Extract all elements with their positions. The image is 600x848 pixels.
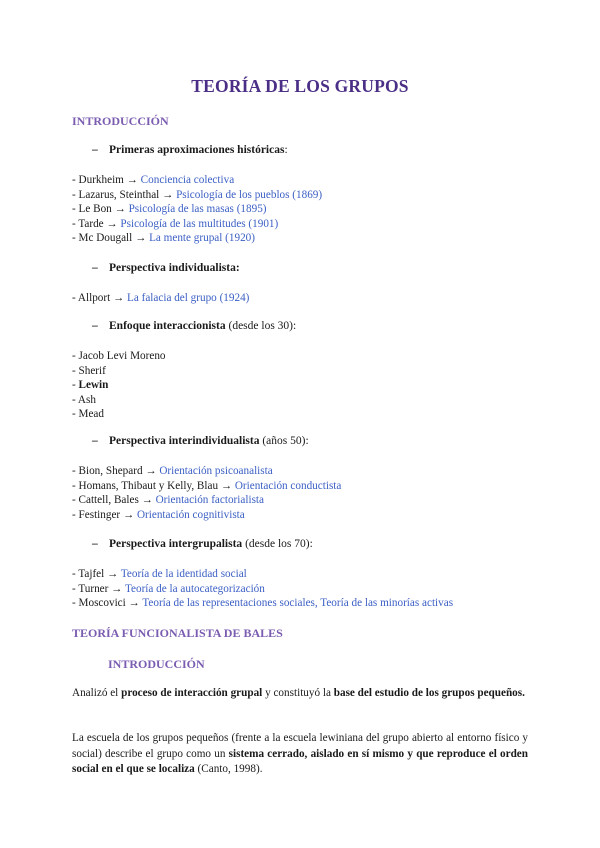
bullet-heading-bold: Perspectiva interindividualista [109, 435, 260, 447]
list-item-author: - Moscovici → [72, 597, 143, 610]
list-item-concept: Conciencia colectiva [140, 174, 235, 186]
bullet-heading-bold: Primeras aproximaciones históricas [109, 144, 285, 156]
paragraph-text: Analizó el [72, 687, 122, 699]
subsection-heading-introduccion: INTRODUCCIÓN [108, 657, 205, 671]
list-item-author: - Allport → [72, 292, 128, 304]
paragraph-bold: sistema cerrado, aislado en sí mismo y que reproduce el orden social en el que se localiza [72, 747, 528, 775]
list-item-concept: Teoría de las representaciones sociales, Teoría de las minorías activas [142, 597, 454, 610]
paragraph-bold: base del estudio de los grupos pequeños. [333, 687, 525, 699]
list-item [72, 173, 322, 188]
bullet-heading-bold: Perspectiva individualista: [109, 262, 240, 274]
list-item [72, 364, 166, 379]
list-item-author: - Jacob Levi Moreno [72, 350, 166, 362]
dash-marker: – [92, 144, 98, 156]
list-item-concept: Orientación psicoanalista [159, 465, 273, 477]
bullet-heading-rest: : [284, 144, 288, 156]
bullet-heading-rest: (desde los 30): [225, 320, 297, 332]
list-item-author: - Tajfel → [72, 568, 121, 580]
dash-marker: – [92, 262, 98, 274]
dash-marker: – [92, 435, 98, 447]
list-item [72, 582, 453, 597]
paragraph-text: y constituyó la [262, 687, 334, 699]
list-item-author: - Lazarus, Steinthal → [72, 188, 177, 201]
list-item [72, 291, 249, 306]
list-item-author: - Festinger → [72, 508, 137, 521]
list-item-author: - Durkheim → [72, 174, 141, 186]
list-perspectiva-intergrupalista [72, 567, 453, 611]
list-item-concept: Psicología de las masas (1895) [128, 203, 267, 216]
list-item-concept: La mente grupal (1920) [149, 232, 255, 245]
list-item [72, 231, 322, 246]
bullet-heading-perspectiva-interindividualista [92, 435, 309, 447]
list-item-concept: Teoría de la autocategorización [124, 582, 265, 595]
list-item-author: - Sherif [72, 364, 106, 377]
list-perspectiva-interindividualista [72, 464, 341, 522]
list-item-author-bold: Lewin [78, 379, 109, 392]
dash-marker: – [92, 538, 98, 550]
bullet-heading-primeras-aproximaciones [92, 144, 288, 156]
list-item-author: - Homans, Thibaut y Kelly, Blau → [72, 479, 235, 492]
list-item-concept: Psicología de las multitudes (1901) [120, 217, 279, 230]
list-item [72, 188, 322, 203]
list-item-author: - Cattell, Bales → [72, 494, 156, 507]
list-item-concept: Orientación cognitivista [136, 508, 245, 521]
bullet-heading-rest: (años 50): [259, 435, 309, 447]
paragraph-bold: proceso de interacción grupal [121, 687, 263, 699]
list-item [72, 393, 166, 408]
list-item-author: - Mead [72, 408, 104, 421]
list-item-author: - Mc Dougall → [72, 232, 150, 245]
bullet-heading-enfoque-interaccionista [92, 320, 296, 332]
list-item-author: - Tarde → [72, 217, 121, 230]
list-item-concept: Orientación factorialista [155, 494, 264, 507]
list-item [72, 378, 166, 393]
list-perspectiva-individualista [72, 291, 249, 306]
list-item [72, 479, 341, 494]
dash-marker: – [92, 320, 98, 332]
section-heading-introduccion: INTRODUCCIÓN [72, 114, 169, 128]
list-enfoque-interaccionista [72, 349, 166, 422]
list-item-author: - Turner → [72, 582, 125, 595]
paragraph-bales-intro [72, 686, 528, 702]
list-item [72, 567, 453, 582]
list-item [72, 217, 322, 232]
bullet-heading-perspectiva-intergrupalista [92, 538, 313, 550]
list-item-author: - Ash [72, 393, 96, 406]
list-item [72, 202, 322, 217]
list-item [72, 596, 453, 611]
section-heading-bales: TEORÍA FUNCIONALISTA DE BALES [72, 626, 283, 640]
list-item-author: - [72, 379, 79, 392]
paragraph-text: (Canto, 1998). [194, 763, 263, 775]
list-item [72, 349, 166, 364]
bullet-heading-bold: Enfoque interaccionista [109, 320, 226, 332]
list-item-concept: Teoría de la identidad social [120, 568, 247, 580]
list-item-concept: Psicología de los pueblos (1869) [176, 188, 323, 201]
bullet-heading-perspectiva-individualista [92, 262, 240, 274]
list-item [72, 407, 166, 422]
paragraph-text: La escuela de los grupos pequeños (frente a la escuela lewiniana del grupo abierto al entorno físico y social) describe el grupo como un [72, 732, 528, 760]
paragraph-grupos-pequenos [72, 731, 528, 778]
list-item [72, 464, 341, 479]
list-item [72, 508, 341, 523]
list-item-author: - Bion, Shepard → [72, 465, 160, 477]
document-title: TEORÍA DE LOS GRUPOS [191, 76, 409, 96]
list-item [72, 493, 341, 508]
list-item-author: - Le Bon → [72, 203, 129, 216]
list-primeras-aproximaciones [72, 173, 322, 246]
bullet-heading-bold: Perspectiva intergrupalista [109, 538, 243, 550]
list-item-concept: Orientación conductista [234, 479, 342, 492]
list-item-concept: La falacia del grupo (1924) [127, 292, 250, 304]
bullet-heading-rest: (desde los 70): [242, 538, 313, 550]
